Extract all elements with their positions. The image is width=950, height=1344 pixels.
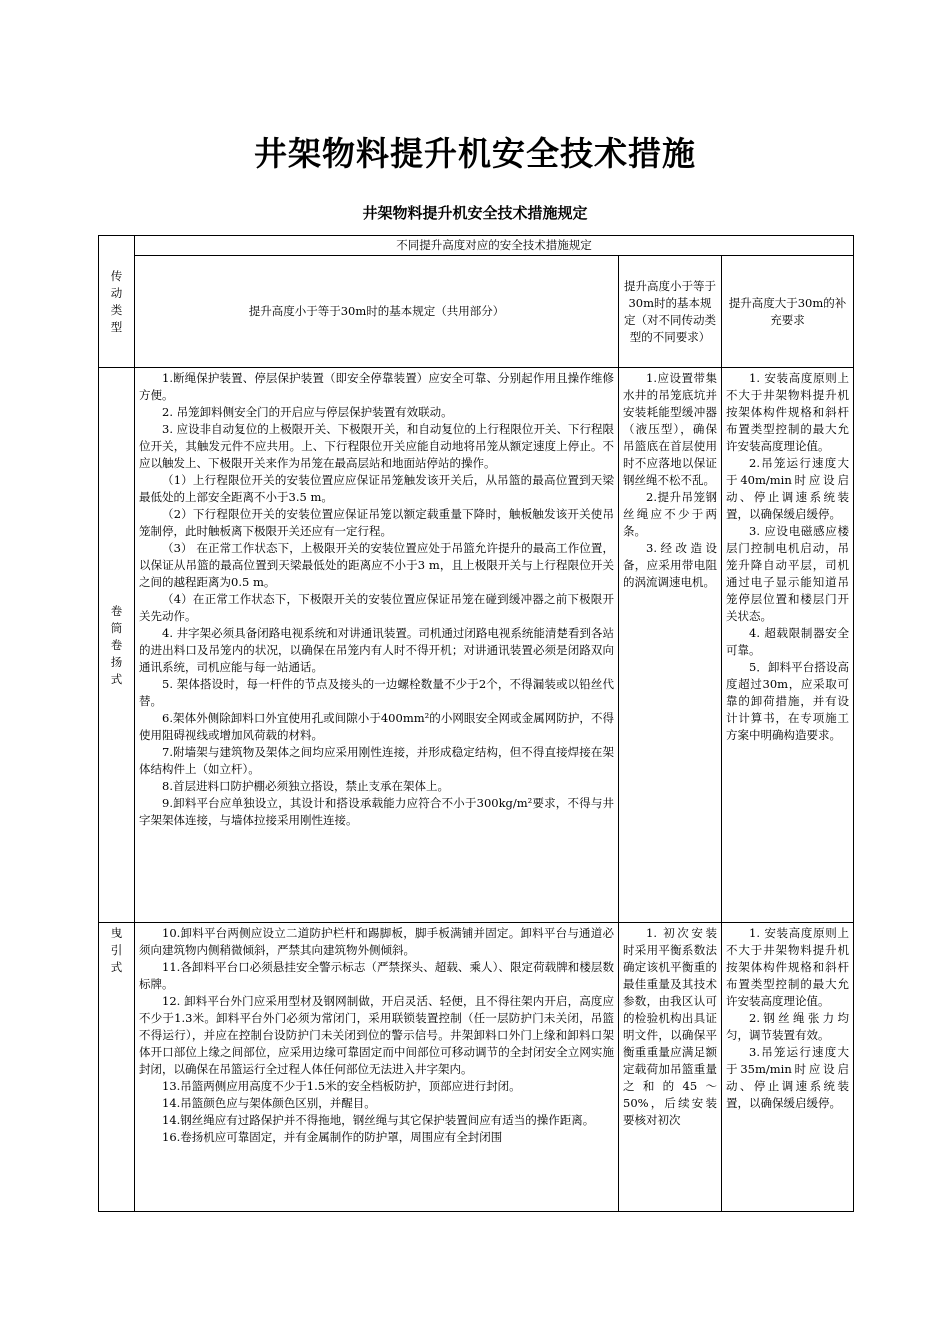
rule-paragraph: 8.首层进料口防护棚必须独立搭设，禁止支承在架体上。 (162, 779, 449, 793)
rule-paragraph: 2.钢丝绳张力均匀，调节装置有效。 (726, 1011, 849, 1042)
row-winch-drum (99, 368, 854, 923)
rule-paragraph: 3. 应设非自动复位的上极限开关、下极限开关，和自动复位的上行程限位开关、下行程限位开关，其触发元件不应共用。上、下行程限位开关应能自动地将吊笼从额定速度上停止。不应以触发上、下极限开关来作为吊笼在最高层站和地面站停站的操作。 (139, 422, 614, 470)
le30-rules-header: 提升高度小于等于30m时的基本规定（对不同传动类型的不同要求） (619, 256, 722, 368)
rule-paragraph: 1. 初次安装时采用平衡系数法确定该机平衡重的最佳重量及其技术参数，由我区认可的检验机构出具证明文件，以确保平衡重重量应满足额定载荷加吊篮重量之和的45～50%，后续安装要核对初次 (623, 926, 717, 1127)
rule-paragraph: 3.吊笼运行速度大于35m/min时应设启动、停止调速系统装置，以确保缓启缓停。 (726, 1045, 849, 1110)
rule-paragraph: 2. 吊笼卸料侧安全门的开启应与停层保护装置有效联动。 (162, 405, 453, 419)
header-row-1 (99, 236, 854, 256)
rule-paragraph: 16.卷扬机应可靠固定，并有金属制作的防护罩，周围应有全封闭围 (162, 1130, 503, 1144)
rule-paragraph: 14.钢丝绳应有过路保护并不得拖地，钢丝绳与其它保护装置间应有适当的操作距离。 (162, 1113, 595, 1127)
document-subtitle: 井架物料提升机安全技术措施规定 (362, 204, 588, 222)
rule-paragraph: 6.架体外侧除卸料口外宜使用孔或间隙小于400mm²的小网眼安全网或金属网防护，不得使用阻碍视线或增加风荷载的材料。 (139, 711, 614, 742)
rule-paragraph: 9.卸料平台应单独设立，其设计和搭设承载能力应符合不小于300kg/m²要求，不得与井字架架体连接，与墙体拉接采用刚性连接。 (139, 796, 614, 827)
span-title-header: 不同提升高度对应的安全技术措施规定 (135, 236, 854, 256)
rule-paragraph: 1. 安装高度原则上不大于井架物料提升机按架体构件规格和斜杆布置类型控制的最大允许安装高度理论值。 (726, 926, 849, 1008)
rule-paragraph: 3. 应设电磁感应楼层门控制电机启动，吊笼升降自动平层，司机通过电子显示能知道吊笼停层位置和楼层门开关状态。 (726, 524, 849, 623)
drive-type-header: 传动类型 (99, 236, 135, 368)
rule-paragraph: （2）下行程限位开关的安装位置应保证吊笼以额定载重量下降时，触板触发该开关使吊笼制停，此时触板离下极限开关还应有一定行程。 (139, 507, 614, 538)
row-traction (99, 923, 854, 1212)
rule-paragraph: 11.各卸料平台口必须悬挂安全警示标志（严禁探头、超载、乘人）、限定荷载牌和楼层数标牌。 (139, 960, 614, 991)
gt30-rules-header: 提升高度大于30m的补充要求 (722, 256, 854, 368)
rule-paragraph: 10.卸料平台两侧应设立二道防护栏杆和踢脚板，脚手板满铺并固定。卸料平台与通道必须向建筑物内侧稍微倾斜，严禁其向建筑物外侧倾斜。 (139, 926, 614, 957)
rule-paragraph: （3） 在正常工作状态下，上极限开关的安装位置应处于吊篮允许提升的最高工作位置，以保证从吊篮的最高位置到天梁最低处的距离应不小于3 m，且上极限开关与上行程限位开关之间的越程距离为0.5 m。 (139, 541, 614, 589)
rule-paragraph: （4）在正常工作状态下，下极限开关的安装位置应保证吊笼在碰到缓冲器之前下极限开关先动作。 (139, 592, 614, 623)
rule-paragraph: （1）上行程限位开关的安装位置应应保证吊笼触发该开关后，从吊篮的最高位置到天梁最低处的上部安全距离不小于3.5 m。 (139, 473, 614, 504)
drive-type-cell: 卷筒卷扬式 (99, 368, 135, 923)
rule-paragraph: 2.提升吊笼钢丝绳应不少于两条。 (623, 490, 717, 538)
rule-paragraph: 14.吊篮颜色应与架体颜色区别，并醒目。 (162, 1096, 376, 1110)
rule-paragraph: 2.吊笼运行速度大于40m/min时应设启动、停止调速系统装置，以确保缓启缓停。 (726, 456, 849, 521)
rule-paragraph: 12. 卸料平台外门应采用型材及钢网制做，开启灵活、轻便，且不得往架内开启，高度应不少于1.3米。卸料平台外门必须为常闭门，采用联锁装置控制（任一层防护门未关闭，吊篮不得运行），并应在控制台设防护门未关闭到位的警示信号。井架卸料口外门上缘和卸料口架体开口部位上缘之间部位，应采用边缘可靠固定而中间部位可移动调节的全封闭安全立网实施封闭，以确保在吊篮运行全过程人体任何部位无法进入井字架内。 (139, 994, 614, 1076)
measures-table (98, 235, 854, 1212)
gt30-rules-cell (722, 368, 854, 923)
rule-paragraph: 7.附墙架与建筑物及架体之间均应采用刚性连接，并形成稳定结构，但不得直接焊接在架体结构件上（如立杆）。 (139, 745, 614, 776)
rule-paragraph: 4. 井字架必须具备闭路电视系统和对讲通讯装置。司机通过闭路电视系统能清楚看到各站的进出料口及吊笼内的状况，以确保在吊笼内有人时不得开机；对讲通讯装置必须是闭路双向通讯系统，司机应能与每一站通话。 (139, 626, 614, 674)
rule-paragraph: 13.吊篮两侧应用高度不少于1.5米的安全档板防护，顶部应进行封闭。 (162, 1079, 521, 1093)
le30-rules-cell (619, 923, 722, 1212)
le30-rules-cell (619, 368, 722, 923)
rule-paragraph: 1.应设置带集水井的吊笼底坑并安装耗能型缓冲器（液压型），确保吊篮底在首层使用时不应落地以保证钢丝绳不松不乱。 (623, 371, 717, 487)
rule-paragraph: 5．卸料平台搭设高度超过30m，应采取可靠的卸荷措施，并有设计计算书，在专项施工方案中明确构造要求。 (726, 660, 849, 742)
rule-paragraph: 1.断绳保护装置、停层保护装置（即安全停靠装置）应安全可靠、分别起作用且操作维修方便。 (139, 371, 614, 402)
rule-paragraph: 3.经改造设备，应采用带电阻的涡流调速电机。 (623, 541, 717, 589)
rule-paragraph: 1. 安装高度原则上不大于井架物料提升机按架体构件规格和斜杆布置类型控制的最大允许安装高度理论值。 (726, 371, 849, 453)
rule-paragraph: 4. 超载限制器安全可靠。 (726, 626, 849, 657)
header-row-2 (99, 256, 854, 368)
basic-rules-cell (135, 368, 619, 923)
basic-rules-cell (135, 923, 619, 1212)
gt30-rules-cell (722, 923, 854, 1212)
rule-paragraph: 5. 架体搭设时，每一杆件的节点及接头的一边螺栓数量不少于2个，不得漏装或以铅丝代替。 (139, 677, 614, 708)
drive-type-cell: 曳引式 (99, 923, 135, 1212)
basic-rules-header: 提升高度小于等于30m时的基本规定（共用部分） (135, 256, 619, 368)
document-title: 井架物料提升机安全技术措施 (254, 134, 696, 173)
